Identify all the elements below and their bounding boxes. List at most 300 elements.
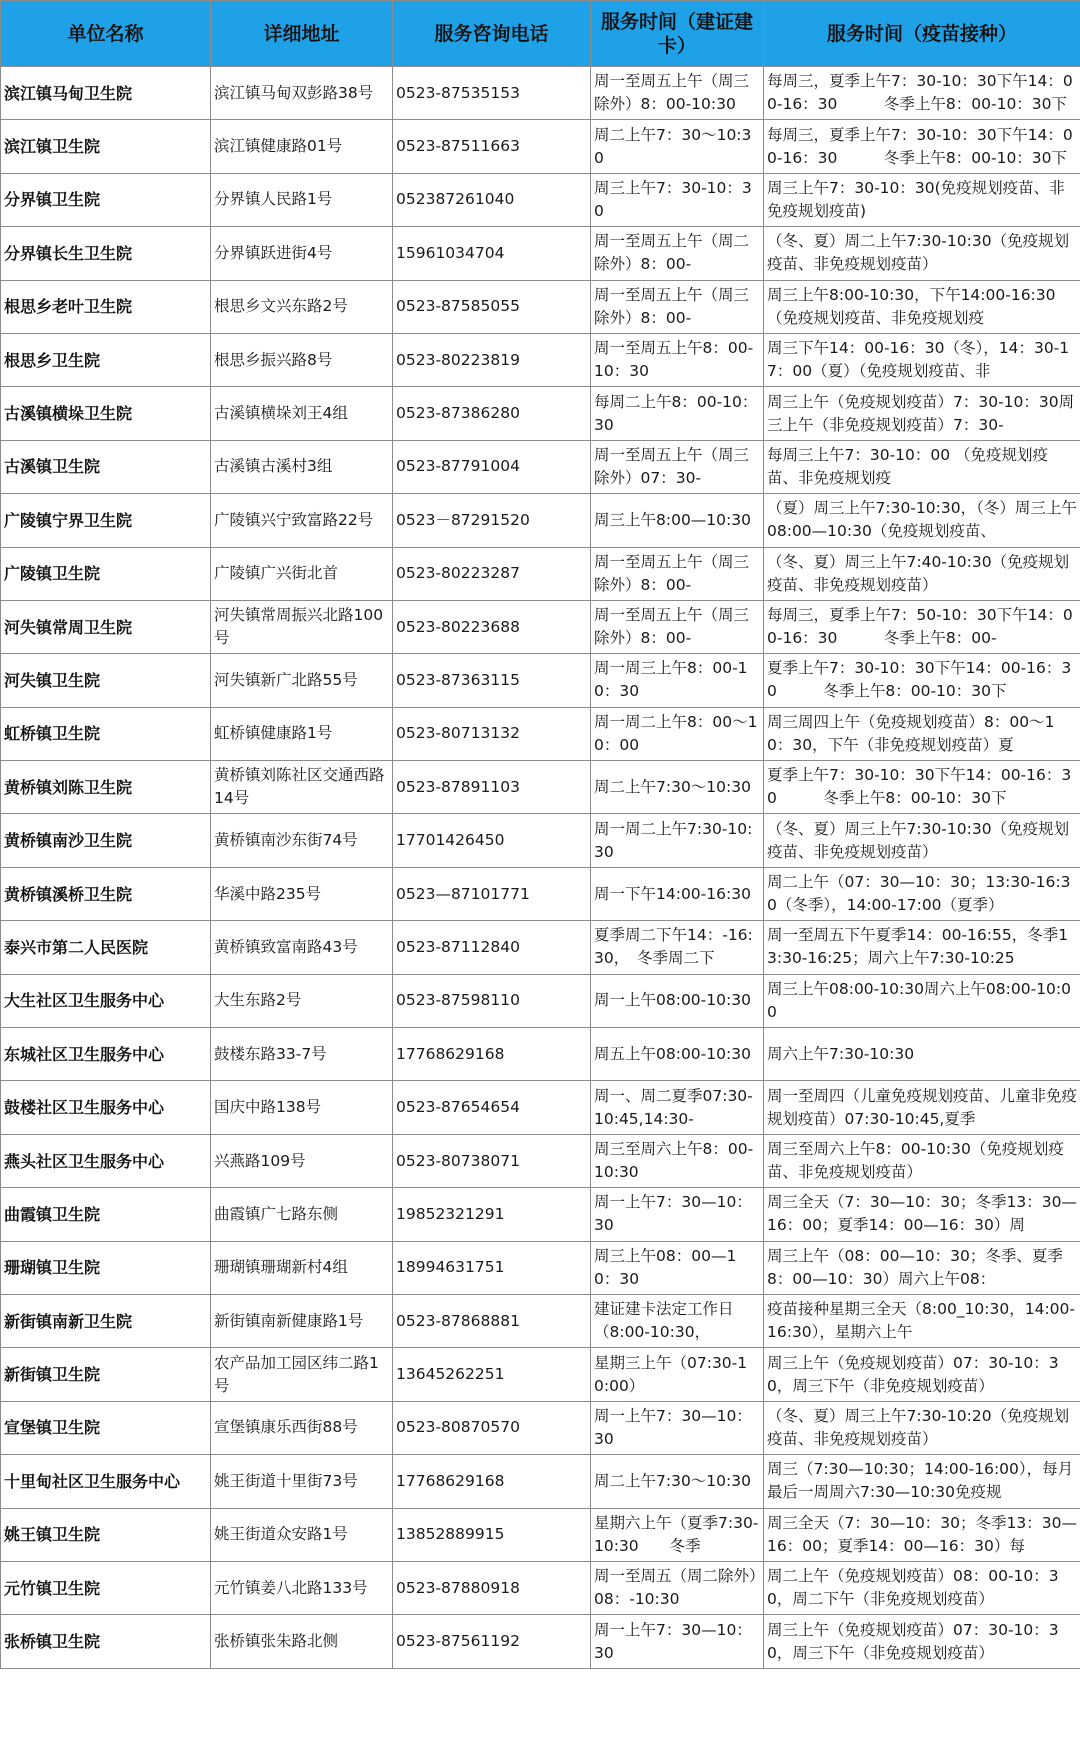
cell-unit-name-text: 广陵镇宁界卫生院 xyxy=(4,510,133,530)
cell-vaccine-service-time-text: 周三周四上午（免疫规划疫苗）8：00～10：30，下午（非免疫规划疫苗）夏 xyxy=(767,712,1055,754)
header-unit-name: 单位名称 xyxy=(1,1,211,67)
cell-phone-text: 0523-87561192 xyxy=(396,1632,520,1651)
cell-phone-text: 0523-87791004 xyxy=(396,457,520,476)
cell-unit-name xyxy=(1,547,211,600)
cell-address xyxy=(211,1455,393,1508)
cell-vaccine-service-time-text: （冬、夏）周三上午7:30-10:30（免疫规划疫苗、非免疫规划疫苗） xyxy=(767,819,1070,861)
cell-address-text: 黄桥镇南沙东街74号 xyxy=(214,831,358,850)
cell-unit-name xyxy=(1,921,211,974)
table-body xyxy=(1,67,1080,1669)
cell-card-service-time xyxy=(591,1028,764,1081)
cell-unit-name-text: 新街镇卫生院 xyxy=(4,1365,101,1385)
cell-phone-text: 0523-87585055 xyxy=(396,297,520,316)
cell-phone-text: 0523-87535153 xyxy=(396,83,520,102)
cell-phone xyxy=(393,921,591,974)
cell-phone-text: 0523-80738071 xyxy=(396,1151,520,1170)
cell-phone xyxy=(393,440,591,493)
cell-phone-text: 0523-87880918 xyxy=(396,1578,520,1597)
cell-address xyxy=(211,173,393,226)
table-row xyxy=(1,440,1080,493)
cell-unit-name xyxy=(1,173,211,226)
cell-unit-name-text: 宣堡镇卫生院 xyxy=(4,1418,101,1438)
cell-vaccine-service-time-text: （冬、夏）周三上午7:40-10:30（免疫规划疫苗、非免疫规划疫苗） xyxy=(767,552,1070,594)
cell-phone xyxy=(393,1241,591,1294)
cell-unit-name xyxy=(1,494,211,547)
cell-unit-name xyxy=(1,1134,211,1187)
cell-card-service-time xyxy=(591,280,764,333)
cell-vaccine-service-time-text: 周一至周四（儿童免疫规划疫苗、儿童非免疫规划疫苗）07:30-10:45,夏季 xyxy=(767,1086,1077,1128)
cell-address-text: 兴燕路109号 xyxy=(214,1151,306,1170)
cell-phone-text: 13852889915 xyxy=(396,1525,505,1544)
cell-vaccine-service-time xyxy=(764,333,1080,386)
cell-vaccine-service-time-text: 每周三上午7：30-10：00 （免疫规划疫苗、非免疫规划疫 xyxy=(767,445,1049,487)
cell-card-service-time-text: 周二上午7:30～10:30 xyxy=(594,777,751,796)
cell-vaccine-service-time-text: 每周三，夏季上午7：30-10：30下午14：00-16：30 冬季上午8：00-10：30下 xyxy=(767,72,1073,114)
cell-address-text: 滨江镇马甸双彭路38号 xyxy=(214,83,374,102)
cell-phone-text: 0523—87101771 xyxy=(396,884,530,903)
cell-vaccine-service-time-text: 周一至周五下午夏季14：00-16:55，冬季13:30-16:25；周六上午7:30-10:25 xyxy=(767,926,1069,968)
cell-card-service-time xyxy=(591,600,764,653)
cell-unit-name xyxy=(1,1294,211,1347)
cell-address-text: 农产品加工园区纬二路1号 xyxy=(214,1353,379,1395)
cell-address xyxy=(211,1188,393,1241)
cell-phone-text: 18994631751 xyxy=(396,1258,505,1277)
cell-phone xyxy=(393,1188,591,1241)
cell-vaccine-service-time xyxy=(764,67,1080,120)
cell-card-service-time xyxy=(591,120,764,173)
cell-card-service-time xyxy=(591,974,764,1027)
cell-card-service-time xyxy=(591,1508,764,1561)
cell-phone xyxy=(393,1455,591,1508)
cell-phone xyxy=(393,387,591,440)
cell-phone-text: 0523-87363115 xyxy=(396,670,520,689)
cell-phone-text: 0523-80870570 xyxy=(396,1418,520,1437)
cell-vaccine-service-time xyxy=(764,1615,1080,1668)
cell-unit-name-text: 广陵镇卫生院 xyxy=(4,564,101,584)
cell-unit-name-text: 元竹镇卫生院 xyxy=(4,1578,101,1598)
cell-phone-text: 0523-80223819 xyxy=(396,350,520,369)
cell-phone-text: 17768629168 xyxy=(396,1471,505,1490)
cell-vaccine-service-time-text: 周三全天（7：30—10：30；冬季13：30—16：00；夏季14：00—16：30）每 xyxy=(767,1513,1077,1555)
cell-address xyxy=(211,974,393,1027)
cell-address-text: 广陵镇广兴街北首 xyxy=(214,564,339,583)
cell-vaccine-service-time xyxy=(764,1294,1080,1347)
cell-unit-name-text: 虹桥镇卫生院 xyxy=(4,724,101,744)
table-row xyxy=(1,867,1080,920)
cell-vaccine-service-time xyxy=(764,974,1080,1027)
cell-card-service-time xyxy=(591,387,764,440)
cell-card-service-time-text: 周一上午7：30—10：30 xyxy=(594,1620,752,1662)
cell-card-service-time-text: 周二上午7：30～10:30 xyxy=(594,125,752,167)
cell-card-service-time-text: 周五上午08:00-10:30 xyxy=(594,1044,751,1063)
table-row xyxy=(1,547,1080,600)
cell-card-service-time-text: 周一至周五上午（周三除外）8：00- xyxy=(594,606,750,648)
cell-address-text: 虹桥镇健康路1号 xyxy=(214,724,333,743)
cell-vaccine-service-time xyxy=(764,173,1080,226)
cell-unit-name-text: 张桥镇卫生院 xyxy=(4,1632,101,1652)
cell-address xyxy=(211,814,393,867)
cell-card-service-time-text: 周一至周五上午（周三除外）07：30- xyxy=(594,445,750,487)
cell-card-service-time-text: 周一周三上午8：00-10：30 xyxy=(594,659,748,701)
cell-card-service-time xyxy=(591,707,764,760)
cell-address xyxy=(211,333,393,386)
cell-card-service-time xyxy=(591,1615,764,1668)
cell-vaccine-service-time xyxy=(764,1401,1080,1454)
cell-address-text: 新街镇南新健康路1号 xyxy=(214,1311,364,1330)
cell-card-service-time xyxy=(591,761,764,814)
cell-phone xyxy=(393,173,591,226)
cell-phone xyxy=(393,1615,591,1668)
cell-unit-name-text: 姚王镇卫生院 xyxy=(4,1525,101,1545)
cell-phone-text: 0523-87868881 xyxy=(396,1311,520,1330)
table-row xyxy=(1,1028,1080,1081)
cell-unit-name xyxy=(1,387,211,440)
cell-address-text: 分界镇人民路1号 xyxy=(214,190,333,209)
cell-unit-name xyxy=(1,1028,211,1081)
cell-card-service-time xyxy=(591,1401,764,1454)
table-row xyxy=(1,654,1080,707)
table-row xyxy=(1,333,1080,386)
cell-unit-name-text: 珊瑚镇卫生院 xyxy=(4,1258,101,1278)
cell-vaccine-service-time-text: 周三（7:30—10:30；14:00-16:00），每月最后一周周六7:30—10:30免疫规 xyxy=(767,1460,1074,1502)
cell-unit-name xyxy=(1,814,211,867)
cell-address-text: 广陵镇兴宁致富路22号 xyxy=(214,510,374,529)
cell-vaccine-service-time xyxy=(764,1508,1080,1561)
cell-address xyxy=(211,1348,393,1401)
cell-address-text: 珊瑚镇珊瑚新村4组 xyxy=(214,1258,348,1277)
cell-address xyxy=(211,1134,393,1187)
cell-phone xyxy=(393,280,591,333)
table-row xyxy=(1,387,1080,440)
cell-address xyxy=(211,387,393,440)
cell-phone xyxy=(393,974,591,1027)
cell-phone-text: 0523-87112840 xyxy=(396,937,520,956)
cell-unit-name xyxy=(1,280,211,333)
cell-card-service-time xyxy=(591,1455,764,1508)
cell-address xyxy=(211,707,393,760)
cell-unit-name xyxy=(1,1188,211,1241)
cell-card-service-time xyxy=(591,1561,764,1614)
table-row xyxy=(1,280,1080,333)
cell-unit-name xyxy=(1,1241,211,1294)
cell-unit-name-text: 河失镇常周卫生院 xyxy=(4,617,133,637)
cell-vaccine-service-time-text: 周三上午（免疫规划疫苗）07：30-10：30，周三下午（非免疫规划疫苗） xyxy=(767,1353,1059,1395)
cell-address xyxy=(211,547,393,600)
cell-address xyxy=(211,867,393,920)
cell-unit-name xyxy=(1,1615,211,1668)
cell-unit-name-text: 根思乡老叶卫生院 xyxy=(4,297,133,317)
table-row xyxy=(1,1561,1080,1614)
cell-card-service-time xyxy=(591,1081,764,1134)
cell-phone xyxy=(393,67,591,120)
cell-card-service-time xyxy=(591,173,764,226)
cell-card-service-time xyxy=(591,921,764,974)
cell-address xyxy=(211,440,393,493)
cell-card-service-time-text: 星期三上午（07:30-10:00） xyxy=(594,1353,748,1395)
table-row xyxy=(1,1401,1080,1454)
cell-vaccine-service-time-text: 周二上午（07：30—10：30；13:30-16:30（冬季），14:00-17:00（夏季） xyxy=(767,873,1071,915)
cell-address xyxy=(211,600,393,653)
cell-unit-name xyxy=(1,67,211,120)
cell-card-service-time xyxy=(591,227,764,280)
cell-address-text: 根思乡振兴路8号 xyxy=(214,350,333,369)
cell-phone xyxy=(393,1134,591,1187)
table-row xyxy=(1,1615,1080,1668)
cell-address xyxy=(211,1561,393,1614)
cell-unit-name-text: 分界镇卫生院 xyxy=(4,190,101,210)
cell-unit-name xyxy=(1,1401,211,1454)
table-row xyxy=(1,1348,1080,1401)
cell-vaccine-service-time xyxy=(764,1188,1080,1241)
cell-vaccine-service-time-text: （冬、夏）周三上午7:30-10:20（免疫规划疫苗、非免疫规划疫苗） xyxy=(767,1406,1070,1448)
table-row xyxy=(1,1508,1080,1561)
table-row xyxy=(1,1455,1080,1508)
cell-vaccine-service-time-text: 夏季上午7：30-10：30下午14：00-16：30 冬季上午8：00-10：30下 xyxy=(767,659,1072,701)
cell-card-service-time-text: 周一至周五上午（周三除外）8：00-10:30 xyxy=(594,72,750,114)
cell-unit-name-text: 东城社区卫生服务中心 xyxy=(4,1044,165,1064)
cell-address-text: 黄桥镇致富南路43号 xyxy=(214,937,358,956)
cell-vaccine-service-time-text: 夏季上午7：30-10：30下午14：00-16：30 冬季上午8：00-10：30下 xyxy=(767,766,1072,808)
cell-phone xyxy=(393,814,591,867)
cell-phone-text: 0523-87511663 xyxy=(396,137,520,156)
cell-phone xyxy=(393,1081,591,1134)
cell-vaccine-service-time-text: 周三至周六上午8：00-10:30（免疫规划疫苗、非免疫规划疫苗） xyxy=(767,1140,1064,1181)
cell-unit-name xyxy=(1,974,211,1027)
cell-vaccine-service-time-text: 周二上午（免疫规划疫苗）08：00-10：30，周二下午（非免疫规划疫苗） xyxy=(767,1567,1059,1609)
cell-phone-text: 17768629168 xyxy=(396,1044,505,1063)
table-row xyxy=(1,600,1080,653)
cell-unit-name-text: 滨江镇卫生院 xyxy=(4,137,101,157)
cell-phone xyxy=(393,1348,591,1401)
cell-phone xyxy=(393,333,591,386)
cell-phone xyxy=(393,600,591,653)
cell-address-text: 宣堡镇康乐西街88号 xyxy=(214,1418,358,1437)
cell-unit-name xyxy=(1,440,211,493)
header-vaccine-service-time: 服务时间（疫苗接种） xyxy=(764,1,1080,67)
cell-unit-name xyxy=(1,600,211,653)
cell-unit-name-text: 鼓楼社区卫生服务中心 xyxy=(4,1098,165,1118)
cell-unit-name-text: 古溪镇卫生院 xyxy=(4,457,101,477)
cell-unit-name xyxy=(1,1081,211,1134)
cell-phone xyxy=(393,1508,591,1561)
cell-phone-text: 15961034704 xyxy=(396,243,505,262)
cell-card-service-time-text: 星期六上午（夏季7:30-10:30 冬季 xyxy=(594,1513,759,1555)
cell-card-service-time xyxy=(591,1188,764,1241)
cell-card-service-time xyxy=(591,867,764,920)
cell-address-text: 曲霞镇广七路东侧 xyxy=(214,1204,339,1223)
table-row xyxy=(1,173,1080,226)
cell-address xyxy=(211,67,393,120)
cell-unit-name xyxy=(1,1508,211,1561)
cell-vaccine-service-time xyxy=(764,387,1080,440)
cell-phone xyxy=(393,120,591,173)
cell-vaccine-service-time-text: 周三下午14：00-16：30（冬），14：30-17：00（夏）（免疫规划疫苗、非 xyxy=(767,339,1070,381)
cell-card-service-time-text: 周一下午14:00-16:30 xyxy=(594,884,751,903)
cell-vaccine-service-time xyxy=(764,1134,1080,1187)
cell-unit-name xyxy=(1,707,211,760)
cell-unit-name-text: 河失镇卫生院 xyxy=(4,670,101,690)
cell-vaccine-service-time xyxy=(764,227,1080,280)
cell-phone xyxy=(393,867,591,920)
table-row xyxy=(1,1134,1080,1187)
cell-card-service-time-text: 周一上午08:00-10:30 xyxy=(594,991,751,1010)
cell-address-text: 华溪中路235号 xyxy=(214,884,322,903)
cell-card-service-time-text: 周三上午7：30-10：30 xyxy=(594,178,752,220)
table-row xyxy=(1,120,1080,173)
table-row xyxy=(1,1294,1080,1347)
cell-phone xyxy=(393,761,591,814)
cell-unit-name-text: 泰兴市第二人民医院 xyxy=(4,937,149,957)
cell-address-text: 国庆中路138号 xyxy=(214,1098,322,1117)
cell-address-text: 姚王街道十里街73号 xyxy=(214,1471,358,1490)
cell-vaccine-service-time-text: 周三全天（7：30—10：30；冬季13：30—16：00；夏季14：00—16：30）周 xyxy=(767,1193,1077,1235)
cell-card-service-time-text: 周三上午8:00—10:30 xyxy=(594,510,751,529)
cell-unit-name-text: 古溪镇横垛卫生院 xyxy=(4,404,133,424)
cell-phone-text: 17701426450 xyxy=(396,831,505,850)
cell-unit-name-text: 滨江镇马甸卫生院 xyxy=(4,83,133,103)
cell-vaccine-service-time-text: （冬、夏）周二上午7:30-10:30（免疫规划疫苗、非免疫规划疫苗） xyxy=(767,232,1070,274)
cell-address xyxy=(211,227,393,280)
cell-vaccine-service-time xyxy=(764,707,1080,760)
cell-unit-name-text: 大生社区卫生服务中心 xyxy=(4,991,165,1011)
cell-card-service-time-text: 建证建卡法定工作日（8:00-10:30， xyxy=(594,1300,734,1342)
cell-vaccine-service-time xyxy=(764,814,1080,867)
cell-phone xyxy=(393,1294,591,1347)
table-row xyxy=(1,1241,1080,1294)
cell-vaccine-service-time xyxy=(764,1561,1080,1614)
cell-card-service-time-text: 周一至周五上午8：00-10：30 xyxy=(594,339,754,381)
cell-phone-text: 0523-80223287 xyxy=(396,564,520,583)
cell-card-service-time xyxy=(591,654,764,707)
cell-vaccine-service-time xyxy=(764,1348,1080,1401)
cell-phone-text: 052387261040 xyxy=(396,190,515,209)
cell-phone-text: 0523-80713132 xyxy=(396,724,520,743)
cell-card-service-time-text: 周一至周五上午（周二除外）8：00- xyxy=(594,232,750,274)
cell-phone xyxy=(393,227,591,280)
cell-card-service-time xyxy=(591,67,764,120)
cell-phone xyxy=(393,707,591,760)
cell-vaccine-service-time xyxy=(764,494,1080,547)
cell-unit-name xyxy=(1,761,211,814)
cell-card-service-time-text: 周一至周五（周二除外）08：-10:30 xyxy=(594,1567,757,1609)
cell-vaccine-service-time-text: 周三上午7：30-10：30(免疫规划疫苗、非免疫规划疫苗) xyxy=(767,178,1065,220)
cell-address-text: 根思乡文兴东路2号 xyxy=(214,297,348,316)
cell-phone xyxy=(393,547,591,600)
cell-address-text: 古溪镇古溪村3组 xyxy=(214,457,333,476)
table-row xyxy=(1,921,1080,974)
cell-address-text: 分界镇跃进街4号 xyxy=(214,243,333,262)
cell-vaccine-service-time-text: 周六上午7:30-10:30 xyxy=(767,1044,915,1063)
cell-card-service-time xyxy=(591,1134,764,1187)
table-row xyxy=(1,707,1080,760)
cell-card-service-time-text: 周三上午08：00—10：30 xyxy=(594,1246,737,1288)
cell-card-service-time-text: 周三至周六上午8：00-10:30 xyxy=(594,1140,754,1181)
cell-vaccine-service-time xyxy=(764,921,1080,974)
cell-address-text: 黄桥镇刘陈社区交通西路14号 xyxy=(214,766,385,808)
cell-vaccine-service-time xyxy=(764,1028,1080,1081)
header-card-service-time: 服务时间（建证建卡） xyxy=(591,1,764,67)
cell-phone-text: 0523-87654654 xyxy=(396,1098,520,1117)
cell-vaccine-service-time-text: 周三上午（免疫规划疫苗）7：30-10：30周三上午（非免疫规划疫苗）7：30- xyxy=(767,392,1075,434)
cell-vaccine-service-time xyxy=(764,600,1080,653)
cell-unit-name xyxy=(1,867,211,920)
cell-address xyxy=(211,1508,393,1561)
cell-unit-name-text: 分界镇长生卫生院 xyxy=(4,243,133,263)
cell-vaccine-service-time-text: 周三上午（免疫规划疫苗）07：30-10：30，周三下午（非免疫规划疫苗） xyxy=(767,1620,1059,1662)
cell-unit-name-text: 燕头社区卫生服务中心 xyxy=(4,1151,165,1171)
cell-address xyxy=(211,494,393,547)
cell-address xyxy=(211,1241,393,1294)
cell-vaccine-service-time-text: 周三上午08:00-10:30周六上午08:00-10:00 xyxy=(767,979,1071,1021)
cell-vaccine-service-time-text: 每周三，夏季上午7：30-10：30下午14：00-16：30 冬季上午8：00-10：30下 xyxy=(767,125,1073,167)
cell-vaccine-service-time xyxy=(764,440,1080,493)
table-row xyxy=(1,1081,1080,1134)
cell-address-text: 滨江镇健康路01号 xyxy=(214,137,343,156)
cell-address xyxy=(211,1401,393,1454)
cell-address xyxy=(211,1615,393,1668)
table-row xyxy=(1,227,1080,280)
cell-card-service-time-text: 周二上午7:30～10:30 xyxy=(594,1471,751,1490)
cell-phone xyxy=(393,1401,591,1454)
cell-vaccine-service-time xyxy=(764,761,1080,814)
cell-address-text: 河失镇常周振兴北路100号 xyxy=(214,606,384,648)
cell-card-service-time-text: 周一上午7：30—10：30 xyxy=(594,1193,752,1235)
table-row xyxy=(1,974,1080,1027)
cell-vaccine-service-time-text: 疫苗接种星期三全天（8:00_10:30，14:00-16:30），星期六上午 xyxy=(767,1300,1075,1342)
cell-unit-name xyxy=(1,120,211,173)
cell-unit-name xyxy=(1,1455,211,1508)
cell-address-text: 鼓楼东路33-7号 xyxy=(214,1044,327,1063)
cell-card-service-time xyxy=(591,333,764,386)
cell-card-service-time xyxy=(591,494,764,547)
cell-phone xyxy=(393,654,591,707)
cell-address-text: 姚王街道众安路1号 xyxy=(214,1525,348,1544)
cell-address xyxy=(211,1294,393,1347)
cell-address xyxy=(211,280,393,333)
cell-vaccine-service-time xyxy=(764,547,1080,600)
cell-unit-name xyxy=(1,654,211,707)
cell-card-service-time xyxy=(591,1294,764,1347)
cell-unit-name-text: 根思乡卫生院 xyxy=(4,350,101,370)
cell-card-service-time-text: 周一周二上午7:30-10:30 xyxy=(594,819,753,861)
cell-vaccine-service-time xyxy=(764,1455,1080,1508)
cell-address-text: 古溪镇横垛刘王4组 xyxy=(214,404,348,423)
cell-unit-name xyxy=(1,227,211,280)
cell-card-service-time xyxy=(591,1241,764,1294)
cell-card-service-time-text: 每周二上午8：00-10：30 xyxy=(594,392,758,434)
cell-vaccine-service-time-text: 周三上午（08：00—10：30；冬季、夏季8：00—10：30）周六上午08： xyxy=(767,1246,1063,1288)
cell-card-service-time xyxy=(591,547,764,600)
table-row xyxy=(1,814,1080,867)
header-address: 详细地址 xyxy=(211,1,393,67)
cell-address xyxy=(211,120,393,173)
cell-address xyxy=(211,921,393,974)
cell-vaccine-service-time xyxy=(764,1241,1080,1294)
cell-address-text: 张桥镇张朱路北侧 xyxy=(214,1632,339,1651)
cell-vaccine-service-time xyxy=(764,120,1080,173)
cell-card-service-time xyxy=(591,440,764,493)
cell-vaccine-service-time-text: 每周三，夏季上午7：50-10：30下午14：00-16：30 冬季上午8：00- xyxy=(767,606,1073,648)
cell-vaccine-service-time xyxy=(764,654,1080,707)
cell-address-text: 大生东路2号 xyxy=(214,991,302,1010)
cell-phone-text: 0523-87598110 xyxy=(396,991,520,1010)
cell-card-service-time-text: 周一上午7：30—10：30 xyxy=(594,1406,752,1448)
cell-unit-name-text: 十里甸社区卫生服务中心 xyxy=(4,1471,181,1491)
cell-address xyxy=(211,1081,393,1134)
cell-card-service-time-text: 夏季周二下午14：-16:30， 冬季周二下 xyxy=(594,926,753,968)
cell-address xyxy=(211,654,393,707)
cell-unit-name-text: 黄桥镇南沙卫生院 xyxy=(4,831,133,851)
